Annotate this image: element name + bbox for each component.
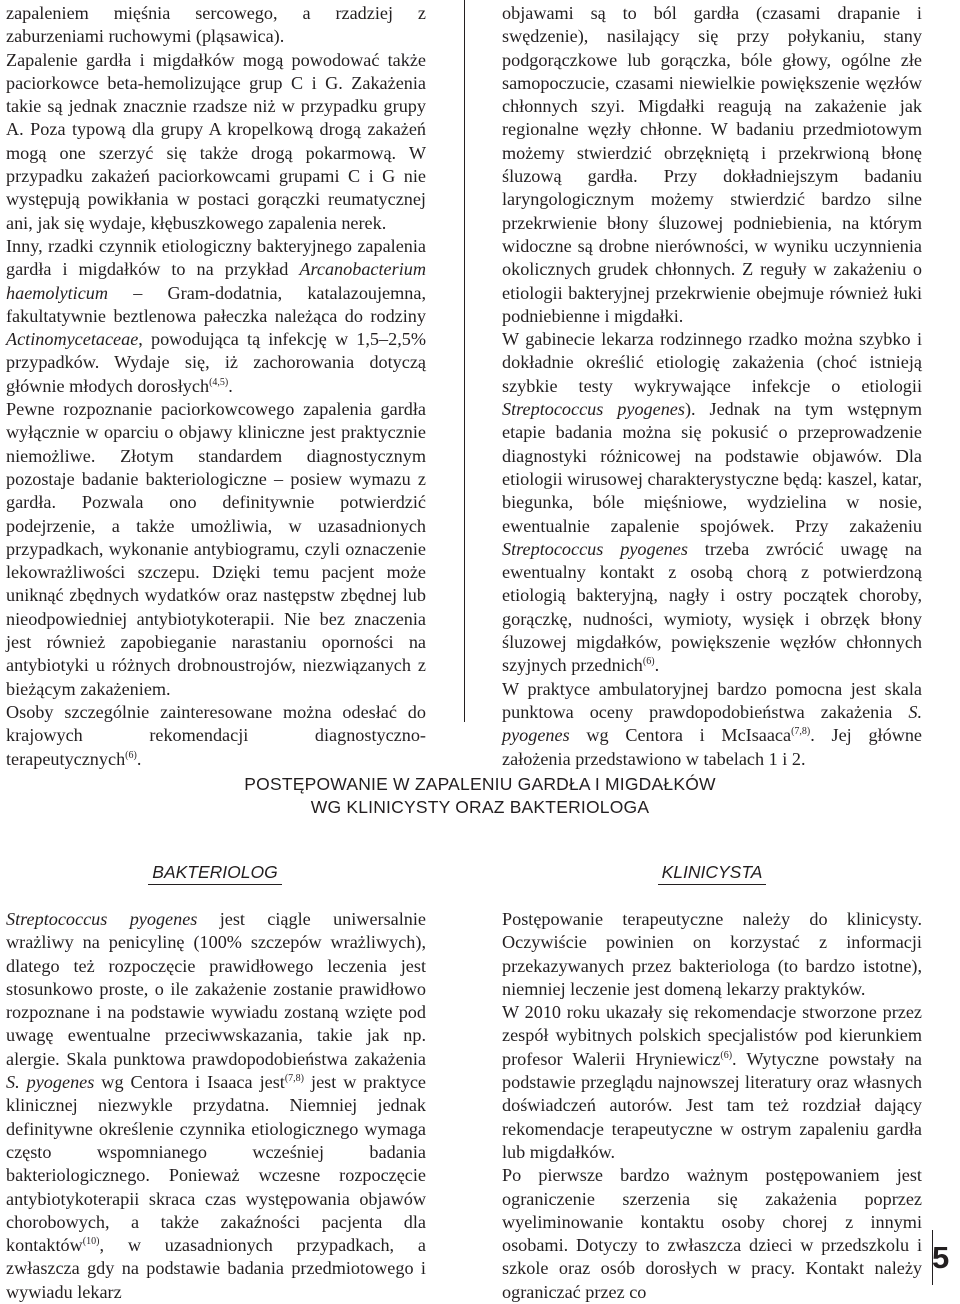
- paragraph: Postępowanie terapeutyczne należy do klinicysty. Oczywiście powinien on korzystać z informacji przekazywanych przez bakteriologa (to bardzo istotne), niemniej leczenie jest domeną lekarzy praktyków.: [502, 909, 922, 999]
- paragraph: Po pierwsze bardzo ważnym postępowaniem jest ograniczenie szerzenia się zakażenia poprzez wyeliminowanie kontaktu osoby chorej z innymi osobami. Dotyczy to zwłaszcza dzieci w przedszkolu i szkole oraz osób dorosłych w pracy. Kontakt należy ograniczać przez co: [502, 1165, 922, 1302]
- paragraph: Osoby szczególnie zainteresowane można odesłać do krajowych rekomendacji diagnostyczno-terapeutycznych$^{(6)}$.: [6, 701, 426, 769]
- paragraph: W gabinecie lekarza rodzinnego rzadko można szybko i dokładnie określić etiologię zakażenia (choć istnieją szybkie testy wykrywające infekcje o etiologii Streptococcus pyogenes). Jednak na tym wstępnym etapie badania można się pokusić o przeprowadzenie diagnostyki różnicowej na podstawie objawów. Dla etiologii wirusowej charakterystyczne będą: kaszel, katar, biegunka, bóle mięśniowe, wydzielina w nosie, ewentualnie zapalenie spojówek. Przy zakażeniu Streptococcus pyogenes trzeba zwrócić uwagę na ewentualny kontakt z osobą chorą z potwierdzoną etiologią bakteryjną, nagły i ostry początek choroby, gorączkę, nudności, wymioty, wysięk i obrzęk błony śluzowej migdałków, powiększenie węzłów chłonnych szyjnych przednich$^{(6)}$.: [502, 329, 922, 676]
- left-column-top: [6, 2, 426, 771]
- paragraph: Zapalenie gardła i migdałków mogą powodować także paciorkowce beta-hemolizujące grup C i G. Zakażenia takie są jednak znacznie rzadsze niż w przypadku grupy A. Poza typową dla grupy A kropelkową drogą zakażeń mogą one szerzyć się także drogą pokarmową. W przypadku zakażeń paciorkowcami grupami C i G nie występują powikłania w postaci gorączki reumatycznej ani, jak się wydaje, kłębuszkowego zapalenia nerek.: [6, 49, 426, 233]
- paragraph: Streptococcus pyogenes jest ciągle uniwersalnie wrażliwy na penicylinę (100% szczepów wrażliwych), dlatego też rozpoczęcie prawidłowego leczenia jest stosunkowo proste, o ile zakażenie zostanie prawidłowo rozpoznane i na podstawie wywiadu zostaną wzięte pod uwagę ewentualne przeciwwskazania, takie jak np. alergie. Skala punktowa prawdopodobieństwa zakażenia S. pyogenes wg Centora i Isaaca jest$^{(7,8)}$ jest w praktyce klinicznej niezwykle przydatna. Niemniej jednak definitywne określenie czynnika etiologicznego wymaga często wspomnianego wcześniej badania bakteriologicznego. Ponieważ wczesne rozpoczęcie antybiotykoterapii skraca czas występowania objawów chorobowych, a także zakaźności pacjenta dla kontaktów$^{(10)}$, w uzasadnionych przypadkach, a zwłaszcza gdy na podstawie badania przedmiotowego i wywiadu lekarz: [6, 909, 427, 1302]
- paragraph: W praktyce ambulatoryjnej bardzo pomocna jest skala punktowa oceny prawdopodobieństwa zakażenia S. pyogenes wg Centora i McIsaaca$^{(7,8)}$. Jej główne założenia przedstawiono w tabelach 1 i 2.: [502, 678, 922, 769]
- paragraph: W 2010 roku ukazały się rekomendacje stworzone przez zespół wybitnych polskich specjalistów pod kierunkiem profesor Walerii Hryniewicz$^{(6)}$. Wytyczne powstały na podstawie przeglądu najnowszej literatury oraz własnych doświadczeń autorów. Jest tam też rozdział dający rekomendacje terapeutyczne w ostrym zapaleniu gardła lub migdałków.: [502, 1002, 923, 1162]
- paragraph: Pewne rozpoznanie paciorkowcowego zapalenia gardła wyłącznie w oparciu o objawy kliniczne jest praktycznie niemożliwe. Złotym standardem diagnostycznym pozostaje badanie bakteriologiczne – posiew wymazu z gardła. Pozwala ono definitywnie potwierdzić podejrzenie, a także umożliwia, w uzasadnionych przypadkach, wykonanie antybiogramu, czyli oznaczenie lekowrażliwości szczepu. Dzięki temu pacjent może uniknąć zbędnych wydatków oraz następstw zbędnej lub nieodpowiedniej antybiotykoterapii. Nie bez znaczenia jest również zapobieganie narastaniu oporności na antybiotyki u różnych drobnoustrojów, niezwiązanych z bieżącym zakażeniem.: [6, 399, 426, 699]
- page-number: 5: [932, 1240, 950, 1275]
- section-heading-line: POSTĘPOWANIE W ZAPALENIU GARDŁA I MIGDAŁKÓW: [244, 774, 716, 794]
- right-column-top: [502, 2, 922, 771]
- paragraph: Inny, rzadki czynnik etiologiczny bakteryjnego zapalenia gardła i migdałków to na przykład Arcanobacterium haemolyticum – Gram-dodatnia, katalazoujemna, fakultatywnie beztlenowa pałeczka należąca do rodziny Actinomycetaceae, powodująca tą infekcję w 1,5–2,5% przypadków. Wydaje się, iż zachorowania dotyczą głównie młodych dorosłych$^{(4,5)}$.: [6, 235, 426, 396]
- paragraph: objawami są to ból gardła (czasami drapanie i swędzenie), nasilający się przy połykaniu, stany podgorączkowe lub gorączka, bóle głowy, ogólne złe samopoczucie, czasami niewielkie powiększenie węzłów chłonnych szyi. Migdałki reagują na zakażenie jak regionalne węzły chłonne. W badaniu przedmiotowym możemy stwierdzić obrzękniętą i przekrwioną błonę śluzową gardła. Przy dokładniejszym badaniu laryngologicznym możemy stwierdzić bardzo silne przekrwienie błony śluzowej podniebienia, na którym widoczne są drobne nierówności, w wyniku uczynnienia okolicznych grudek chłonnych. Z reguły w zakażeniu o etiologii bakteryjnej przekrwienie obejmuje również łuki podniebienne i migdałki.: [502, 3, 922, 326]
- section-heading: [0, 773, 960, 819]
- column-divider: [464, 0, 465, 722]
- paragraph: zapaleniem mięśnia sercowego, a rzadziej z zaburzeniami ruchowymi (pląsawica).: [6, 3, 426, 47]
- right-column-bottom: [502, 908, 922, 1304]
- subheading-klinicysta: KLINICYSTA: [497, 862, 927, 885]
- left-column-bottom: [6, 908, 426, 1304]
- subheading-bakteriolog: BAKTERIOLOG: [0, 862, 430, 885]
- section-heading-line: WG KLINICYSTY ORAZ BAKTERIOLOGA: [310, 797, 650, 817]
